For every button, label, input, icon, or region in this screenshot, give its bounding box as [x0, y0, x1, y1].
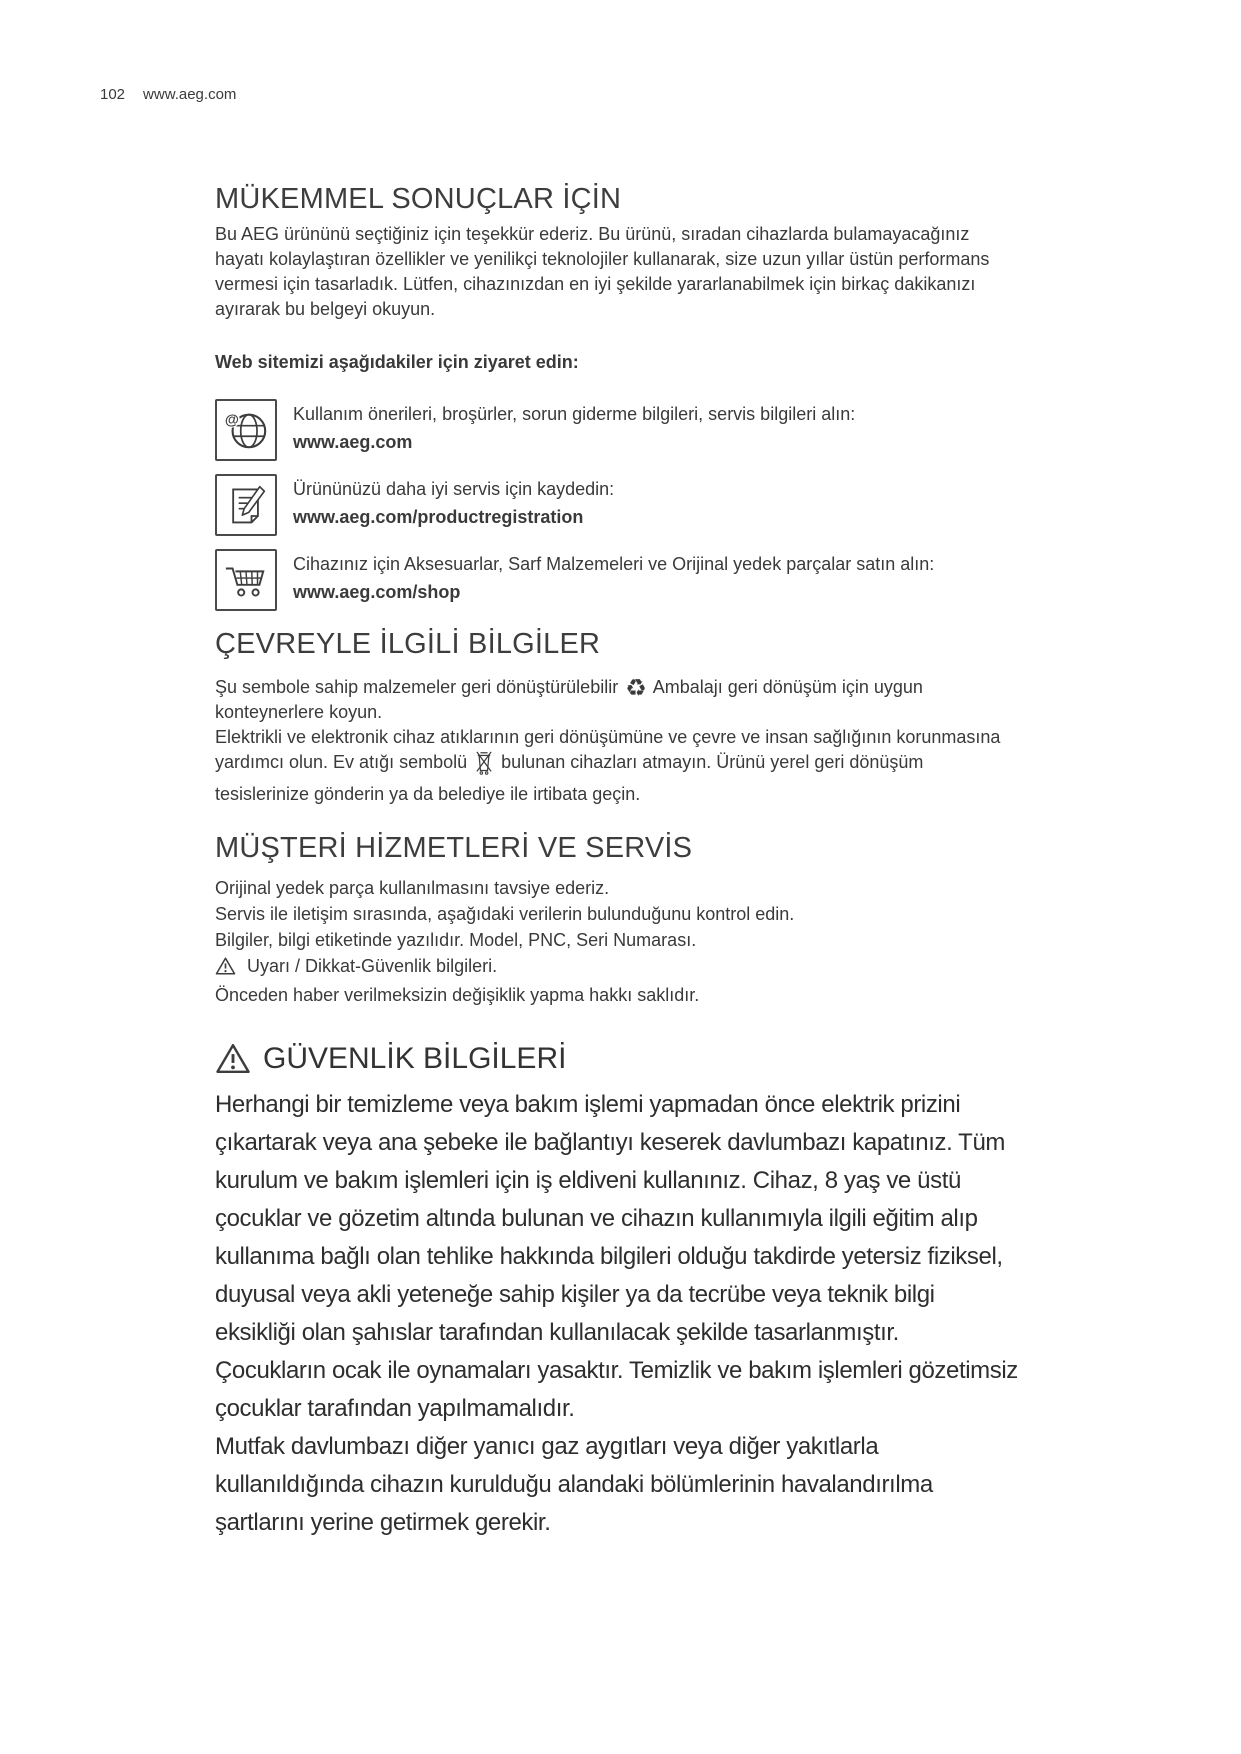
link-block [293, 399, 855, 454]
globe-at-icon [215, 399, 277, 461]
recycle-paragraph [215, 675, 1020, 725]
warning-triangle-icon [215, 1043, 251, 1074]
customer-service-line: Orijinal yedek parça kullanılmasını tavsiye ederiz. [215, 877, 610, 898]
recycle-text-after: Ambalajı geri dönüşüm için uygun konteynerlere koyun. [215, 676, 923, 722]
weee-text-after: bulunan cihazları atmayın. Ürünü yerel geri dönüşüm tesislerinize gönderin ya da belediye ile irtibata geçin. [215, 751, 924, 804]
section-title-customer-service: MÜŞTERİ HİZMETLERİ VE SERVİS [215, 831, 693, 864]
header-site-url: www.aeg.com [143, 86, 237, 103]
link-description: Kullanım önerileri, broşürler, sorun giderme bilgileri, servis bilgileri alın: [293, 403, 856, 424]
page-content [215, 184, 1020, 1542]
web-link-row-shop [215, 549, 1020, 611]
customer-service-line: Önceden haber verilmeksizin değişiklik yapma hakkı saklıdır. [215, 984, 700, 1005]
section-title-perfect-results: MÜKEMMEL SONUÇLAR İÇİN [215, 183, 622, 215]
page-number: 102 [100, 86, 126, 103]
safety-information [215, 1086, 1020, 1542]
section-title-environment: ÇEVREYLE İLGİLİ BİLGİLER [215, 627, 601, 660]
svg-text:@: @ [224, 412, 239, 429]
safety-paragraph: Çocukların ocak ile oynamaları yasaktır. Temizlik ve bakım işlemleri gözetimsiz çocuklar tarafından yapılmamalıdır. [215, 1356, 1018, 1422]
crossed-out-bin-icon [472, 759, 501, 779]
recycle-icon: ♻ [625, 674, 647, 702]
safety-paragraph: Herhangi bir temizleme veya bakım işlemi yapmadan önce elektrik prizini çıkartarak veya ana şebeke ile bağlantıyı keserek davlumbazı kapatınız. Tüm kurulum ve bakım işlemleri için iş eldiveni kullanınız. Cihaz, 8 yaş ve üstü çocuklar ve gözetim altında bulunan ve cihazın kullanımıyla ilgili eğitim alıp kullanıma bağlı olan tehlike hakkında bilgileri olduğu takdirde yetersiz fiziksel, duyusal veya akli yeteneğe sahip kişiler ya da tecrübe veya teknik bilgi eksikliği olan şahıslar tarafından kullanılacak şekilde tasarlanmıştır. [215, 1090, 1005, 1346]
warning-triangle-icon [215, 959, 241, 979]
web-visit-heading: Web sitemizi aşağıdakiler için ziyaret edin: [215, 351, 579, 372]
link-block [293, 549, 934, 604]
customer-service-warning-line [215, 953, 1020, 982]
link-url[interactable]: www.aeg.com/productregistration [293, 506, 584, 527]
safety-title-text: GÜVENLİK BİLGİLERİ [263, 1041, 567, 1075]
link-description: Cihazınız için Aksesuarlar, Sarf Malzemeleri ve Orijinal yedek parçalar satın alın: [293, 553, 935, 574]
weee-text-before: korunmasına yardımcı olun. Ev atığı sembolü [215, 726, 1001, 772]
section-title-safety [215, 1042, 1020, 1076]
shopping-cart-icon [215, 549, 277, 611]
warning-text: Uyarı / Dikkat-Güvenlik bilgileri. [247, 955, 498, 976]
product-registration-icon [215, 474, 277, 536]
link-url[interactable]: www.aeg.com [293, 431, 413, 452]
safety-paragraph: Mutfak davlumbazı diğer yanıcı gaz aygıtları veya diğer yakıtlarla kullanıldığında cihazın kurulduğu alandaki bölümlerinin havalandırılma şartlarını yerine getirmek gerekir. [215, 1432, 933, 1536]
customer-service-line: Bilgiler, bilgi etiketinde yazılıdır. Model, PNC, Seri Numarası. [215, 929, 697, 950]
link-url[interactable]: www.aeg.com/shop [293, 581, 461, 602]
weee-paragraph [215, 725, 1020, 807]
link-block [293, 474, 614, 529]
customer-service-line: Servis ile iletişim sırasında, aşağıdaki verilerin bulunduğunu kontrol edin. [215, 903, 795, 924]
recycle-text-before: Şu sembole sahip malzemeler geri dönüştürülebilir [215, 676, 619, 697]
weee-text-line1: Elektrikli ve elektronik cihaz atıklarının geri dönüşümüne ve çevre ve insan sağlığının [215, 726, 892, 747]
page-header [100, 86, 236, 103]
link-description: Ürününüzü daha iyi servis için kaydedin: [293, 478, 615, 499]
web-link-row-tips [215, 399, 1020, 461]
intro-paragraph: Bu AEG ürününü seçtiğiniz için teşekkür ederiz. Bu ürünü, sıradan cihazlarda bulamayacağınız hayatı kolaylaştıran özellikler ve yenilikçi teknolojiler kullanarak, size uzun yıllar üstün performans vermesi için tasarladık. Lütfen, cihazınızdan en iyi şekilde yararlanabilmek için birkaç dakikanızı ayırarak bu belgeyi okuyun. [215, 223, 990, 319]
web-link-row-registration [215, 474, 1020, 536]
